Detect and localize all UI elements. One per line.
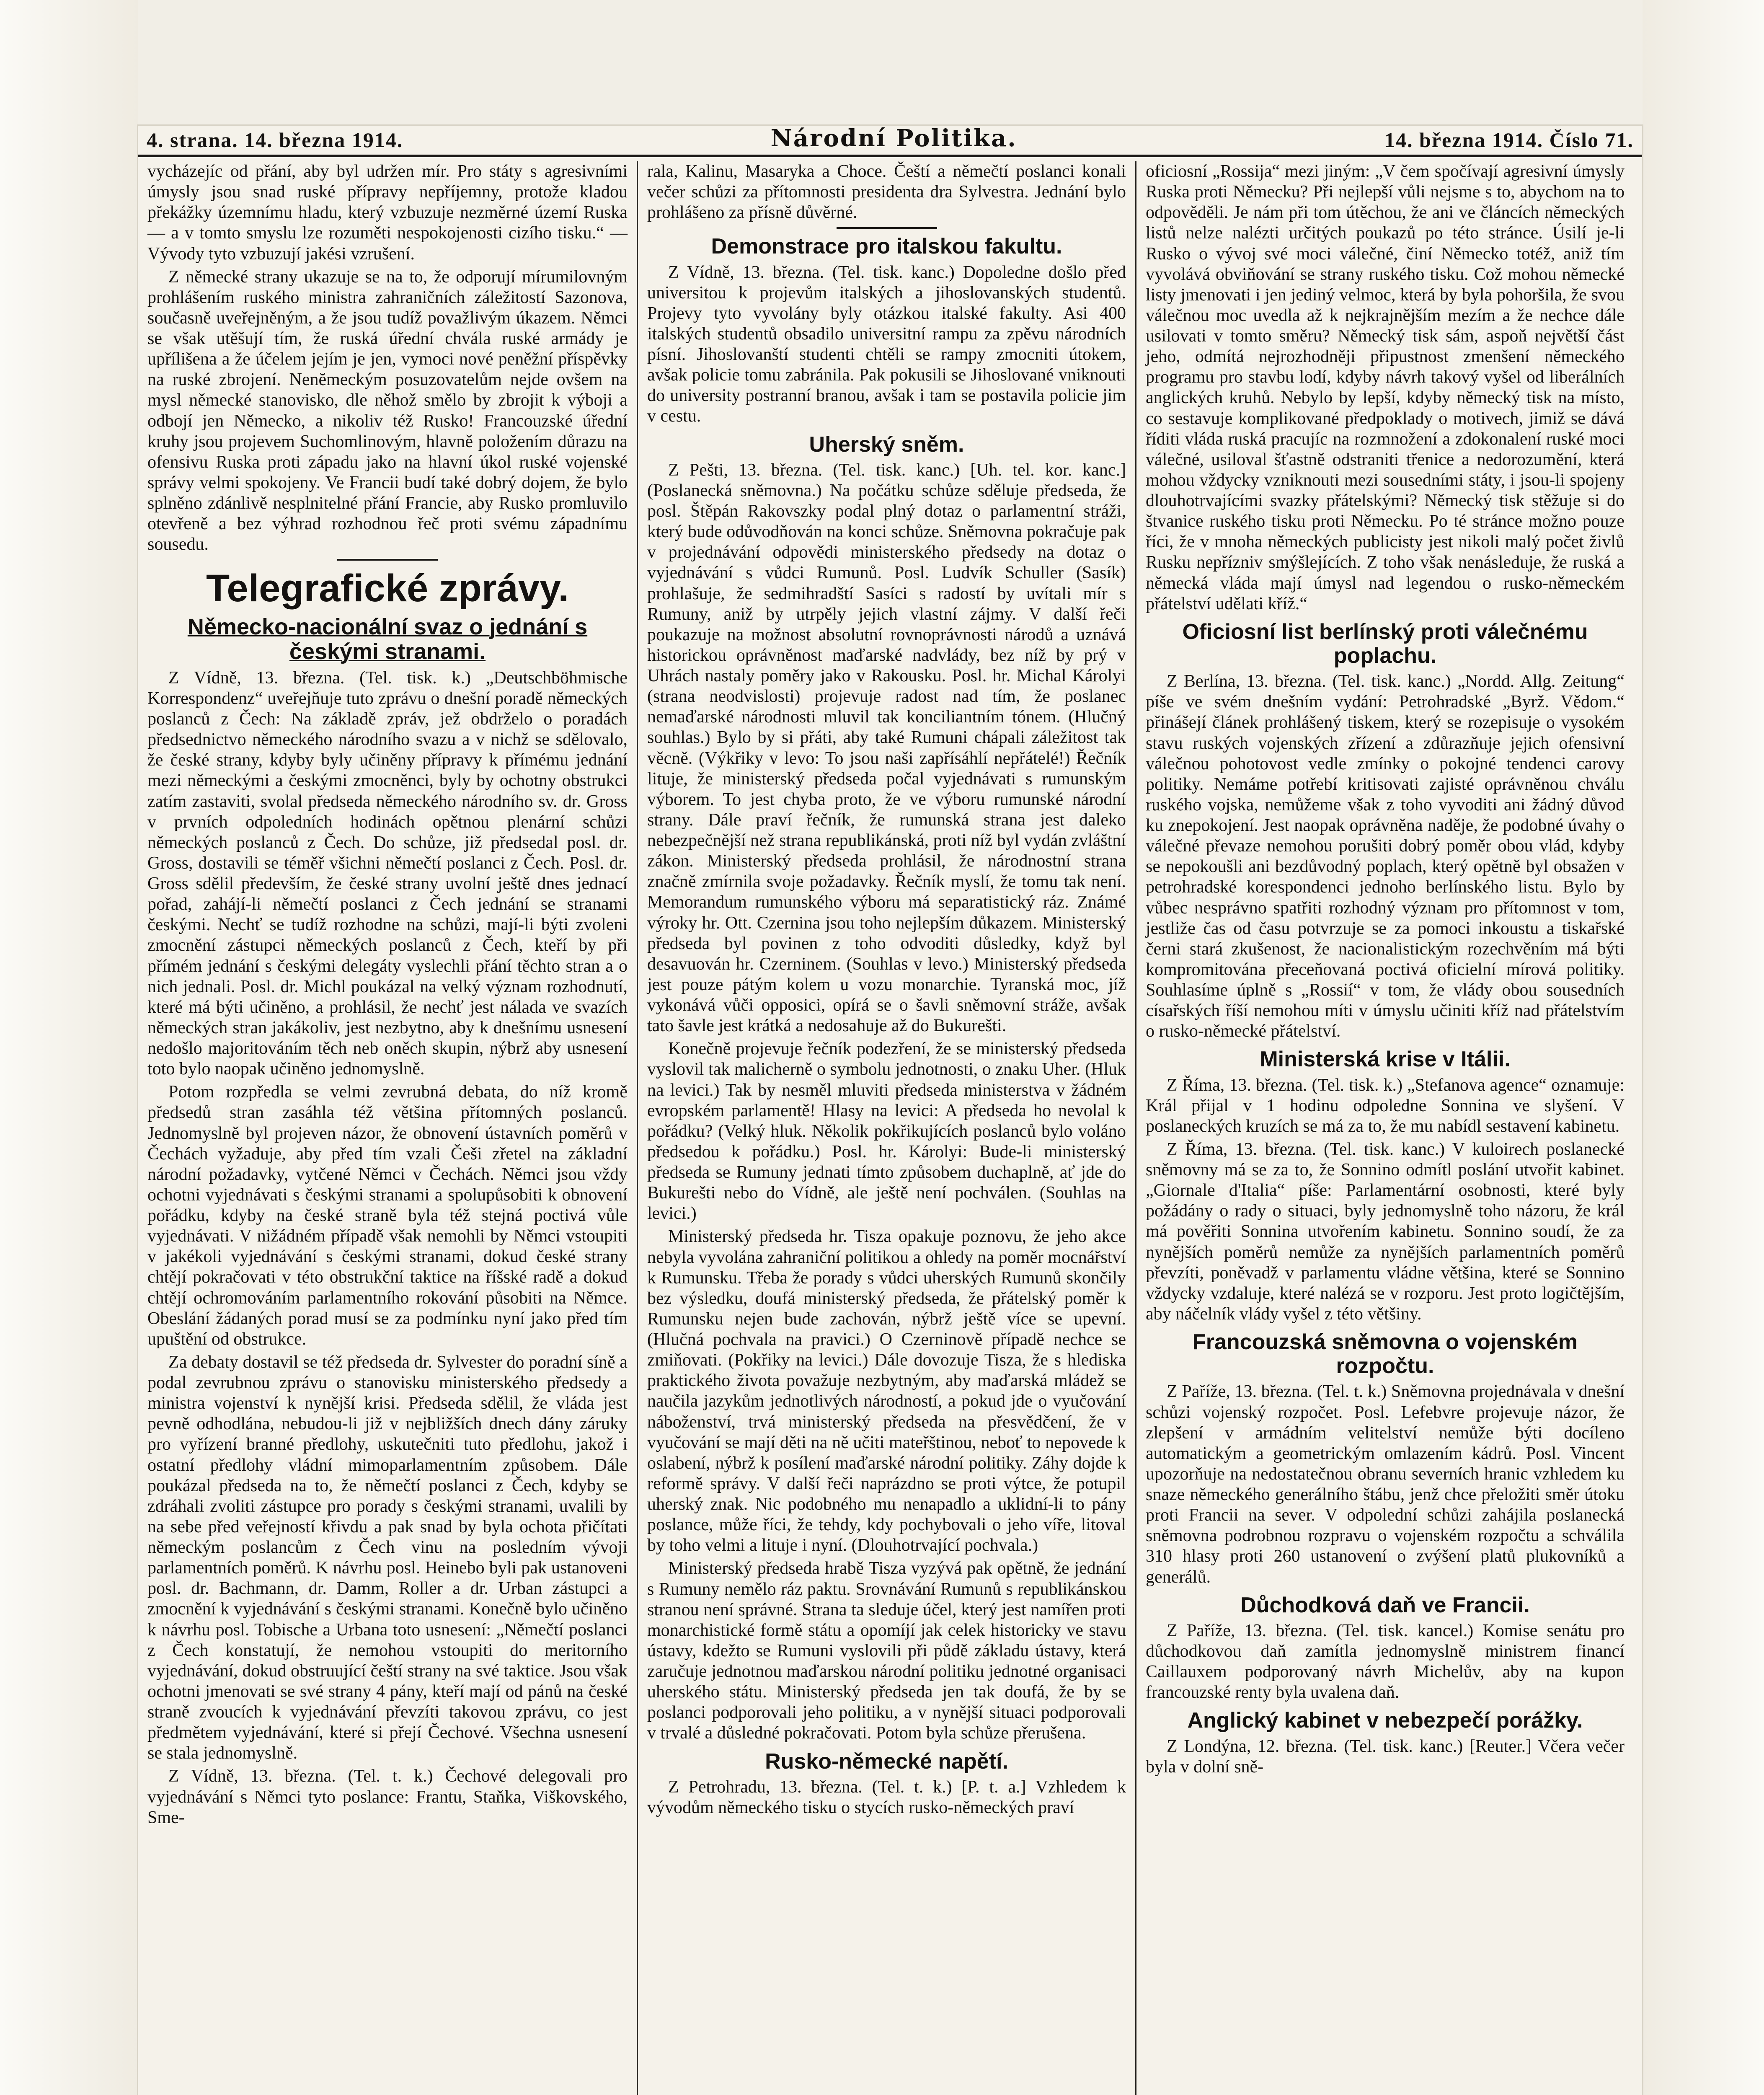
scan-margin-left: [0, 0, 138, 2095]
article-paragraph: Z Petrohradu, 13. března. (Tel. t. k.) [P. t. a.] Vzhledem k vývodům německého tisku o stycích rusko-německých praví: [647, 1777, 1126, 1817]
article-paragraph: Konečně projevuje řečník podezření, že se ministerský předseda vyslovil tak malicherně o symbolu jednotnosti, o znaku Uher. (Hluk na levici.) Tak by nesměl mluviti předseda ministerstva v žádném evropském parlamentě! Hlasy na levici: A předseda ho nevolal k pořádku? (Velký hluk. Několik pokřikujících poslanců bylo voláno předsedou k pořádku.) Posl. hr. Károlyi: Bude-li ministerský předseda se Rumuny jednati tímto způsobem duchaplně, ať jde do Bukurešti nebo do Vídně, ale ještě není pochválen. (Souhlas na levici.): [647, 1039, 1126, 1223]
article-paragraph: Z Paříže, 13. března. (Tel. tisk. kancel.) Komise senátu pro důchodkovou daň zamítla jednomyslně ministrem financí Caillauxem podporovaný návrh Michelův, aby na kupon francouzské renty byla uvalena daň.: [1146, 1621, 1625, 1702]
article-paragraph: Z Vídně, 13. března. (Tel. tisk. kanc.) Dopoledne došlo před universitou k projevům italských a jihoslovanských studentů. Projevy tyto vyvolány byly otázkou italské fakulty. Asi 400 italských studentů obsadilo universitní rampu za zpěvu národních písní. Jihoslovanští studenti chtěli se rampy zmocniti útokem, avšak policie tomu zabránila. Pak pokusili se Jihoslované vniknouti do university postranní branou, avšak i tam se postavila policie jim v cestu.: [647, 262, 1126, 426]
article-paragraph: rala, Kalinu, Masaryka a Choce. Čeští a němečtí poslanci konali večer schůzi za přítomnosti presidenta dra Sylvestra. Jednání bylo prohlášeno za přísně důvěrné.: [647, 162, 1126, 222]
article-title-england: Anglický kabinet v nebezpečí porážky.: [1187, 1708, 1583, 1733]
article-paragraph: Z Říma, 13. března. (Tel. tisk. kanc.) V kuloirech poslanecké sněmovny má se za to, že Sonnino odmítl poslání utvořit kabinet. „Giornale d'Italia“ píše: Parlamentární osobnosti, které byly požádány o rady o situaci, byly jednomyslně toho názoru, že král má pověřiti Sonnina utvořením kabinetu. Sonnino soudí, že za nynějších poměrů nemůže za nynějších parlamentních poměrů převzíti, poněvadž v parlamentu vládne většina, které se Sonnino vždycky vzdaluje, které nalézá se v rozporu. Jest proto logičtějším, aby náčelník vlády vyšel z této většiny.: [1146, 1139, 1625, 1324]
article-paragraph: oficiosní „Rossija“ mezi jiným: „V čem spočívají agresivní úmysly Ruska proti Německu? Při nejlepší vůli nejsme s to, abychom na to odpověděli. Je nám při tom útěchou, že ani ve článcích německých listů nelze nalézti určitých poukazů po této stránce. Úsilí je-li Rusko o vývoj své moci válečné, činí Německo totéž, aniž tím vyvolává obviňování se strany ruského tisku. Což mohou německé listy jmenovati i jen jediný velmoc, která by byla pohoršila, že svou válečnou moc uvedla až k nejkrajnějším mezím a že nechce dále usilovati v tomto směru? Německý tisk sám, aspoň největší část jeho, odmítá nejrozhodněji připustnost zmenšení německého programu pro stavbu lodí, kdyby návrh takový vyšel od liberálních anglických kruhů. Nebylo by lepší, kdyby německý tisk na místo, co sestavuje komplikované předpoklady o motivech, jimiž se dává říditi vláda ruská pracujíc na rozmnožení a zdokonalení ruské moci válečné, usiloval šťastně odstraniti třenice a nedorozumění, která mohou vždycky vzniknouti mezi sousedními státy, i jsou-li spojeny dlouhotrvajícími svazky přátelskými? Německý tisk stěžuje si do štvanice ruského tisku proti Německu. Po té stránce možno pouze říci, že v mnoha německých publicisty jest nikoli malý počet živlů Rusku nepřízniv smýšlejících. Z toho však nenásleduje, že ruská a německá vláda mají úmysl nad legendou o rusko-německém přátelství udělati kříž.“: [1146, 162, 1625, 613]
article-title-russia: Rusko-německé napětí.: [765, 1749, 1008, 1774]
article-title-tax: Důchodková daň ve Francii.: [1240, 1593, 1530, 1617]
article-title-italy: Ministerská krise v Itálii.: [1260, 1047, 1511, 1072]
column-1: [138, 161, 637, 2095]
newspaper-page: [138, 126, 1642, 2095]
article-paragraph: Za debaty dostavil se též předseda dr. Sylvester do poradní síně a podal zevrubnou zprávu o stanovisku ministerského předsedy a ministra vojenství k nynější krisi. Předseda sdělil, že vláda jest pevně odhodlána, nebudou-li již v nejbližších dnech dány záruky pro vyřízení branné předlohy, uskutečniti tuto předlohu, jakož i ostatní předlohy vládní mimoparlamentním způsobem. Dále poukázal předseda na to, že němečtí poslanci z Čech, kdyby se zdráhali zvoliti zástupce pro porady s českými stranami, uvalili by na sebe před veřejností křivdu a pak snad by byla ochota přičítati německým poslancům z Čech vinu na posledním vývoji parlamentních poměrů. K návrhu posl. Heinebo byli pak ustanoveni posl. dr. Bachmann, dr. Damm, Roller a dr. Urban zástupci a zmocnění k vyjednávání s českými stranami. Konečně bylo učiněno k návrhu posl. Tobische a Urbana toto usnesení: „Němečtí poslanci z Čech konstatují, že nemohou vstoupiti do meritorního vyjednávání, dokud obstruující čeští strany na své taktice. Jsou však ochotni jmenovati se své strany 4 pány, kteří mají od pánů na české straně zvoucích k vyjednávání převzíti takovou zprávu, co jest předmětem vyjednávání, které si přejí Čechové. Všechna usnesení se stala jednomyslně.: [147, 1352, 628, 1763]
scan-margin-right: [1643, 0, 1764, 2095]
page-header: [138, 126, 1642, 157]
article-title-france: Francouzská sněmovna o vojenském rozpočtu.: [1192, 1330, 1578, 1379]
masthead-title: Národní Politika.: [770, 124, 1017, 152]
article-paragraph: Ministerský předseda hrabě Tisza vyzývá pak opětně, že jednání s Rumuny nemělo ráz paktu. Srovnávání Rumunů s republikánskou stranou není správné. Strana ta sleduje účel, který jest namířen proti monarchistické formě státu a opomíjí jak celek historicky ve stavu ústavy, kdežto se Rumuni vyslovili při půdě základu ústavy, která zaručuje jednotnou maďarskou národní politiku jednotné organisaci uherského státu. Ministerský předseda jen tak doufá, že by se poslanci podporovali jeho politiku, a v nynější situaci podporovali v trvalé a důsledné pokračovati. Potom byla schůze přerušena.: [647, 1559, 1126, 1743]
article-paragraph: Z Londýna, 12. března. (Tel. tisk. kanc.) [Reuter.] Včera večer byla v dolní sně-: [1146, 1736, 1625, 1777]
article-paragraph: Z Říma, 13. března. (Tel. tisk. k.) „Stefanova agence“ oznamuje: Král přijal v 1 hodinu odpoledne Sonnina ve slyšení. V poslaneckých kruzích se má za to, že mu nabídl sestavení kabinetu.: [1146, 1075, 1625, 1136]
article-title-official: Oficiosní list berlínský proti válečnému poplachu.: [1182, 619, 1588, 668]
header-right: 14. března 1914. Číslo 71.: [1384, 128, 1634, 152]
article-paragraph: vycházejíc od přání, aby byl udržen mír. Pro státy s agresivními úmysly jsou snad ruské přípravy nepříjemny, protože kladou překážky územnímu hladu, který vzbuzuje nezměrné území Ruska — a v tomto smyslu lze rozuměti nespokojenosti cizího tisku.“ — Vývody tyto vzbuzují jakési vzrušení.: [147, 162, 628, 264]
article-paragraph: Z Pešti, 13. března. (Tel. tisk. kanc.) [Uh. tel. kor. kanc.] (Poslanecká sněmovna.) Na počátku schůze sděluje předseda, že posl. Štěpán Rakovszky podal plný dotaz o parlamentní stráži, který bude odůvodňován na konci schůze. Sněmovna pokračuje pak v projednávání odpovědi ministerského předsedy na dotaz o vyjednávání s vůdci Rumunů. Posl. Ludvík Schuller (Sasík) prohlašuje, že sedmihradští Sasíci s radostí by uvítali mír s Rumuny, aniž by utrpěly jejich vlastní zájmy. V další řeči poukazuje na možnost absolutní rovnoprávnosti národů a uznává historickou oprávněnost maďarské nadvlády, bez níž by prý v Uhrách nastaly poměry jako v Rakousku. Posl. hr. Michal Károlyi (strana neodvislosti) projevuje radost nad tím, že poslanec nemaďarské národnosti mluvil tak konciliantním tónem. (Hlučný souhlas.) Bylo by si přáti, aby také Rumuni chápali záležitost tak věcně. (Výkřiky v levo: To jsou naši zapřísáhlí nepřátelé!) Řečník lituje, že ministerský předseda počal vyjednávati s rumunským výborem. To jest chyba proto, že ve výboru rumunské národní strany. Dále praví řečník, že rumunská strana jest daleko nebezpečnější než strana republikánská, proti níž byl vydán zvláštní zákon. Ministerský předseda prohlásil, že národnostní strana značně zmírnila svoje požadavky. Řečník myslí, že tomu tak není. Memorandum rumunského výboru má separatistický ráz. Známé výroky hr. Ott. Czernina jsou toho nejlepším důkazem. Ministerský předseda byl povinen z toho odvoditi důsledky, když byl desavuován hr. Czerninem. (Souhlas v levo.) Ministerský předseda jest pouze pátým kolem u vozu monarchie. Tyranská moc, jíž vykonává vůči opposici, opírá se o šavli sněmovní stráže, avšak tato šavle jest krátká a nedosahuje až do Bukurešti.: [647, 460, 1126, 1036]
article-paragraph: Ministerský předseda hr. Tisza opakuje poznovu, že jeho akce nebyla vyvolána zahraniční politikou a ohledy na poměr mocnářství k Rumunsku. Třeba že porady s vůdci uherských Rumunů skončily bez výsledku, doufá ministerský předseda, že přátelský poměr k Rumunsku nejen bude zachován, nýbrž ještě více se upevní. (Hlučná pochvala na pravici.) O Czerninově případě nechce se zmiňovati. (Pokřiky na levici.) Dále dovozuje Tisza, že s hlediska praktického života považuje nezbytným, aby maďarská mládež se naučila jazykům jednotlivých národností, a pokud jde o vyučování náboženství, trvá ministerský předseda na přesvědčení, že v vyučování se mají děti na ně učiti mateřštinou, neboť to nepovede k oslabení, nýbrž k posílení maďarské národní politiky. Záhy dojde k reformě správy. V další řeči naprázdno se proti výtce, že potupil uherský znak. Nic podobného mu nenapadlo a uklidní-li to pány poslance, může říci, že tehdy, kdy pochybovali o jeho víře, litoval by toho velmi a lituje i nyní. (Dlouhotrvající pochvala.): [647, 1227, 1126, 1555]
article-paragraph: Z Vídně, 13. března. (Tel. t. k.) Čechové delegovali pro vyjednávání s Němci tyto poslance: Frantu, Staňka, Viškovského, Sme-: [147, 1767, 628, 1827]
column-3: [1135, 161, 1634, 2095]
section-divider: [337, 559, 438, 561]
article-paragraph: Potom rozpředla se velmi zevrubná debata, do níž kromě předsedů stran zasáhla též většina přítomných poslanců. Jednomyslně byl projeven názor, že obnovení ústavních poměrů v Čechách vyžaduje, aby před tím vzali Češi zřetel na základní národní požadavky, vytčené Němci v Čechách. Němci jsou vždy ochotni vyjednávati s českými stranami a spolupůsobiti k obnovení pořádku, kdyby na české straně byla též stejná poctivá vůle vyjednávati. V nižádném případě však nemohli by Němci vstoupiti v jakékoli vyjednávání s českými stranami, dokud české strany chtějí pokračovati v této obstrukční taktice na říšské radě a dokud chtějí ochromováním parlamentního rokování působiti na Němce. Obeslání žádaných porad musí se za podmínku nyní jako před tím upuštění od obstrukce.: [147, 1082, 628, 1349]
article-title-germans: Německo-nacionální svaz o jednání s českými stranami.: [187, 614, 588, 665]
article-paragraph: Z Paříže, 13. března. (Tel. t. k.) Sněmovna projednávala v dnešní schůzi vojenský rozpočet. Posl. Lefebvre projevuje názor, že zlepšení v armádním velitelství nemůže býti docíleno automatickým a geometrickým omlazením kádrů. Posl. Vincent upozorňuje na nedostatečnou obranu severních hranic vzhledem ku snaze německého generálního štábu, jenž chce přeložiti směr útoku proti Francii na sever. V odpolední schůzi zahájila poslanecká sněmovna podrobnou rozpravu o vojenském rozpočtu a schválila 310 hlasy proti 260 ustanovení o zvýšení platů plukovníků a generálů.: [1146, 1382, 1625, 1587]
article-paragraph: Z Berlína, 13. března. (Tel. tisk. kanc.) „Nordd. Allg. Zeitung“ píše ve svém dnešním vydání: Petrohradské „Byrž. Vědom.“ přinášejí článek prohlášený tiskem, který se rozepisuje o vysokém stavu ruských vojenských zřízení a zdůrazňuje jejich ofensivní válečnou pohotovost vedle zmínky o pokojné tendenci carovy politiky. Nemáme potřebí kritisovati zajisté oprávněnou chválu ruského vojska, nemůžeme však z toho vyvoditi ani žádný důvod ku znepokojení. Jest naopak oprávněna naděje, že podobné úvahy o válečné převaze nemohou porušiti dobrý poměr obou vlád, kdyby se nepokoušli ani bezdůvodný poplach, který opětně byl obsažen v petrohradské korespondenci jednoho berlínského listu. Bylo by vůbec nesprávno spatřiti rozhodný význam pro přítomnost v tom, jestliže čas od času potvrzuje se za pomoci inkoustu a tiskařské černi stará zkušenost, že nacionalistickým rozechvěním má býti kompromitována přeceňovaná poctivá oficielní mírová politiky. Souhlasíme úplně s „Rossií“ v tom, že vlády obou sousedních císařských říší nemohou míti v úmyslu učiniti kříž nad přátelstvím o rusko-německé přátelství.: [1146, 672, 1625, 1041]
section-title-telegrams: Telegrafické zprávy.: [206, 567, 569, 610]
article-paragraph: Z Vídně, 13. března. (Tel. tisk. k.) „Deutschböhmische Korrespondenz“ uveřejňuje tuto zprávu o dnešní poradě německých poslanců z Čech: Na základě zpráv, jež obdrželo o poradách předsednictvo německého národního svazu a v nichž se sdělovalo, že české strany, kdyby byly učiněny přípravy k přímému jednání mezi německými a českými zmocněnci, byly by ochotny obstrukci zatím zastaviti, svolal předseda německého národního sv. dr. Gross v prvních odpoledních hodinách opětnou plenární schůzi německých poslanců z Čech. Do schůze, již předsedal posl. dr. Gross, dostavili se téměř všichni němečtí poslanci z Čech. Posl. dr. Gross sdělil především, že české strany uvolní ještě dnes jednací pořad, zahájí-li němečtí poslanci z Čech jednání se stranami českými. Nechť se tudíž rozhodne na schůzi, mají-li býti zvoleni zmocnění zástupci německých poslanců z Čech, kteří by při přímém jednání s českými delegáty vyslechli přání těchto stran a o nich jednali. Posl. dr. Michl poukázal na velký význam rozhodnutí, které má býti učiněno, a prohlásil, že nechť jest nálada ve svazích německých stran jakákoliv, jest nezbytno, aby k dnešnímu usnesení nedošlo majoritováním těch neb oněch skupin, nýbrž aby usnesení toto bylo naopak učiněno jednomyslně.: [147, 668, 628, 1079]
article-title-hungary: Uherský sněm.: [809, 432, 964, 457]
article-paragraph: Z německé strany ukazuje se na to, že odporují mírumilovným prohlášením ruského ministra zahraničních záležitostí Sazonova, současně uveřejněným, a že jsou tudíž považlivým úkazem. Němci se však utěšují tím, že ruská úřední chvála ruské armády je upřílišena a že účelem jejím je jen, vymoci nové peněžní příspěvky na ruské zbrojení. Nenĕmeckým posuzovatelům nejde ovšem na mysl německé stanovisko, dle něhož smělo by zbrojit k výboji a odbojí jen Německo, a nikoliv též Rusko! Francouzské úřední kruhy jsou projevem Suchomlinovým, hlavně položením důrazu na ofensivu Ruska proti západu jako na hlavní úkol ruské vojenské správy velmi spokojeny. Ve Francii budí také dobrý dojem, že bylo splněno zdánlivě nesplnitelné přání Francie, aby Rusko promluvilo otevřeně a bez výhrad rozhodnou řeč proti svému západnímu sousedu.: [147, 267, 628, 554]
text-columns: [138, 161, 1642, 2095]
article-title-demonstration: Demonstrace pro italskou fakultu.: [711, 234, 1062, 259]
column-2: [637, 161, 1135, 2095]
header-left: 4. strana. 14. března 1914.: [147, 128, 403, 152]
section-divider: [837, 227, 937, 229]
